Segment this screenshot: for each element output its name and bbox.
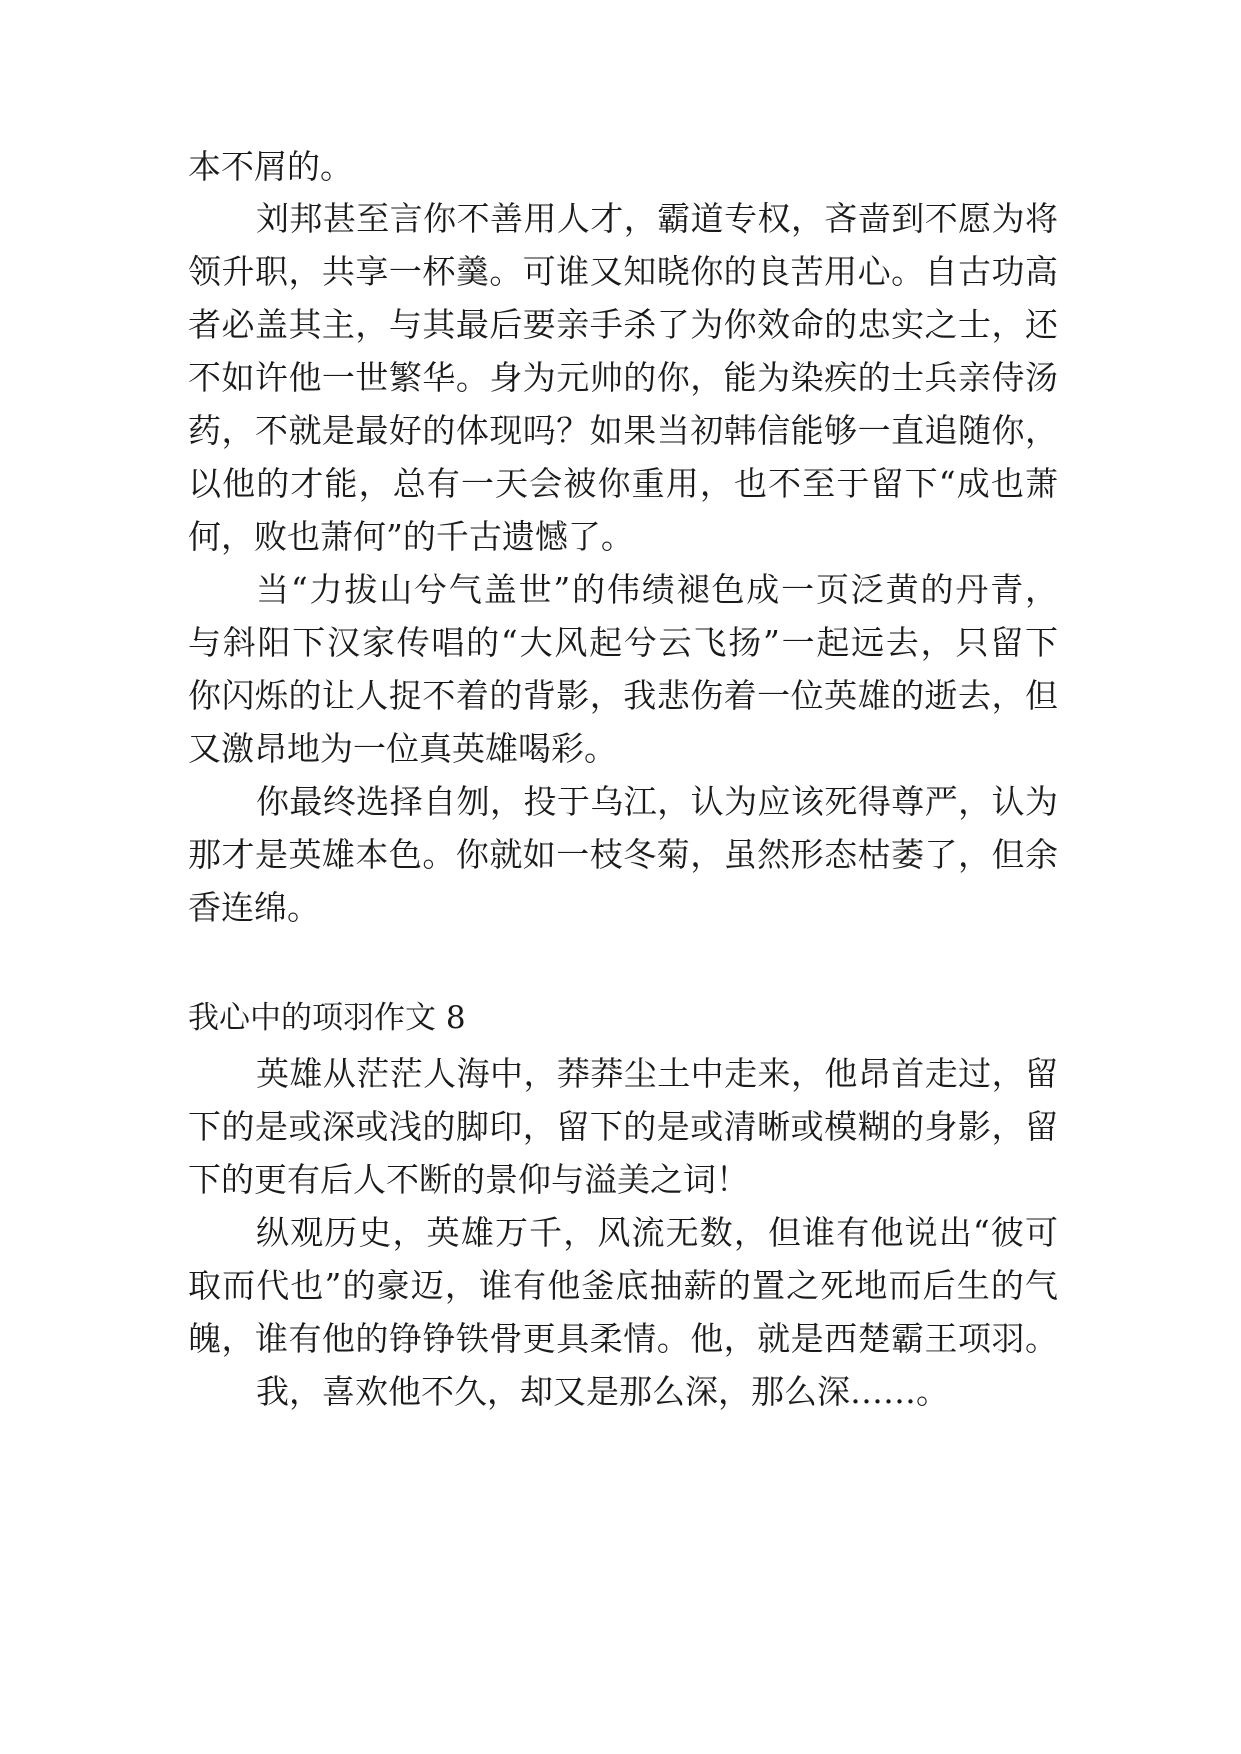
paragraph-line	[0, 825, 1241, 885]
paragraph-line	[0, 1309, 1241, 1369]
paragraph-text: 英雄从茫茫人海中，莽莽尘土中走来，他昂首走过，留	[256, 1054, 1058, 1093]
paragraph-line	[0, 719, 1241, 779]
paragraph-text: 者必盖其主，与其最后要亲手杀了为你效命的忠实之士，还	[188, 305, 1058, 344]
paragraph-text: 纵观历史，英雄万千，风流无数，但谁有他说出“彼可	[256, 1213, 1058, 1252]
paragraph-line	[0, 189, 1241, 249]
paragraph-text: 又激昂地为一位真英雄喝彩。	[188, 729, 617, 768]
paragraph-line	[0, 560, 1241, 620]
paragraph-line	[0, 1203, 1241, 1263]
paragraph-line	[0, 1044, 1241, 1104]
paragraph-text: 我，喜欢他不久，却又是那么深，那么深……。	[256, 1372, 949, 1411]
paragraph-line	[0, 613, 1241, 673]
paragraph-line	[0, 454, 1241, 514]
paragraph-text: 下的更有后人不断的景仰与溢美之词！	[188, 1160, 749, 1199]
paragraph-text: 不如许他一世繁华。身为元帅的你，能为染疾的士兵亲侍汤	[188, 358, 1058, 397]
paragraph-line	[0, 1256, 1241, 1316]
paragraph-text: 那才是英雄本色。你就如一枝冬菊，虽然形态枯萎了，但余	[188, 835, 1058, 874]
paragraph-line	[0, 1150, 1241, 1210]
paragraph-text: 与斜阳下汉家传唱的“大风起兮云飞扬”一起远去，只留下	[188, 623, 1058, 662]
paragraph-text: 下的是或深或浅的脚印，留下的是或清晰或模糊的身影，留	[188, 1107, 1058, 1146]
paragraph-line	[0, 772, 1241, 832]
paragraph-text: 本不屑的。	[188, 147, 353, 186]
paragraph-line	[0, 666, 1241, 726]
paragraph-text: 魄，谁有他的铮铮铁骨更具柔情。他，就是西楚霸王项羽。	[188, 1319, 1058, 1358]
paragraph-text: 以他的才能，总有一天会被你重用，也不至于留下“成也萧	[188, 464, 1058, 503]
section-title-text: 我心中的项羽作文 8	[188, 1000, 466, 1036]
paragraph-line	[0, 1097, 1241, 1157]
paragraph-line	[0, 1362, 1241, 1422]
paragraph-text: 你最终选择自刎，投于乌江，认为应该死得尊严，认为	[256, 782, 1058, 821]
paragraph-line	[0, 348, 1241, 408]
paragraph-line	[0, 401, 1241, 461]
paragraph-text: 当“力拔山兮气盖世”的伟绩褪色成一页泛黄的丹青，	[256, 570, 1058, 609]
paragraph-line	[0, 242, 1241, 302]
section-title	[0, 988, 1241, 1048]
paragraph-text: 取而代也”的豪迈，谁有他釜底抽薪的置之死地而后生的气	[188, 1266, 1058, 1305]
paragraph-line	[0, 507, 1241, 567]
paragraph-text: 你闪烁的让人捉不着的背影，我悲伤着一位英雄的逝去，但	[188, 676, 1058, 715]
paragraph-text: 香连绵。	[188, 888, 320, 927]
paragraph-line	[0, 878, 1241, 938]
paragraph-text: 何，败也萧何”的千古遗憾了。	[188, 517, 634, 556]
paragraph-text: 领升职，共享一杯羹。可谁又知晓你的良苦用心。自古功高	[188, 252, 1058, 291]
paragraph-text: 药，不就是最好的体现吗？如果当初韩信能够一直追随你，	[188, 411, 1058, 450]
paragraph-line	[0, 295, 1241, 355]
paragraph-line	[0, 137, 1241, 197]
paragraph-text: 刘邦甚至言你不善用人才，霸道专权，吝啬到不愿为将	[256, 199, 1058, 238]
